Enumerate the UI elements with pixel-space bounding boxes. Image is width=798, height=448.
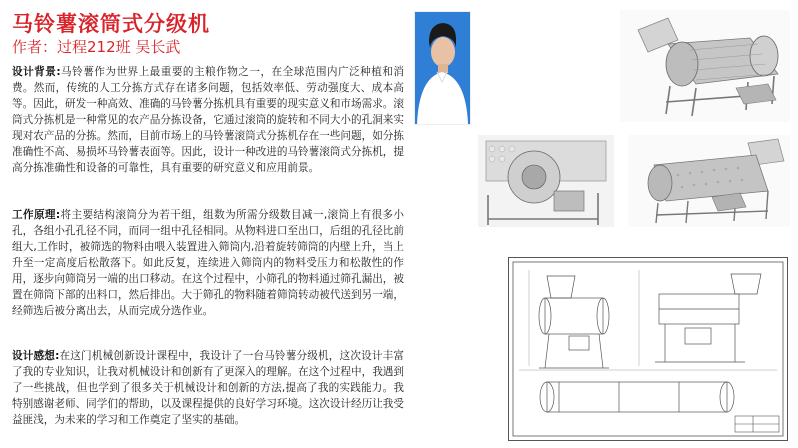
working-principle-text: 将主要结构滚筒分为若干组，组数为所需分级数目减一,滚筒上有很多小孔，各组小孔孔径不同，而同一组中孔径相同。从物料进口至出口，后组的孔径比前组大,工作时，被筛选的物料由喂入装置进入筛筒内,沿着旋转筛筒的内壁上升，当上升至一定高度后松散落下。如此反复，连续进入筛筒内的物料受压力和松散性的作用，逐步向筛筒另一端的出口移动。在这个过程中，小筛孔的物料通过筛孔漏出，被置在筛筒下部的出料口，然后排出。大于筛孔的物料随着筛筒转动被代送到另一端，经筛选后被分离出去，从而完成分选作业。	[12, 209, 404, 317]
reflection-section	[12, 348, 404, 428]
machine-render-drive	[478, 135, 614, 227]
working-principle-section	[12, 207, 404, 319]
machine-render-side	[628, 135, 790, 227]
working-principle-heading: 工作原理:	[12, 209, 61, 221]
background-text: 马铃薯作为世界上最重要的主粮作物之一，在全球范围内广泛种植和消费。然而，传统的人工分拣方式存在诸多问题，包括效率低、劳动强度大、成本高等。因此，研发一种高效、准确的马铃薯分拣机具有重要的现实意义和市场需求。滚筒式分拣机是一种常见的农产品分拣设备，它通过滚筒的旋转和不同大小的孔洞来实现对农产品的分拣。然而，目前市场上的马铃薯滚筒式分拣机存在一些问题，如分拣准确性不高、易损坏马铃薯表面等。因此，设计一种改进的马铃薯滚筒式分拣机，提高分拣准确性和设备的可靠性，具有重要的研究意义和应用前景。	[12, 66, 404, 174]
machine-render-main	[620, 10, 790, 122]
poster-title: 马铃薯滚筒式分级机	[12, 12, 210, 36]
poster-author: 作者：过程212班 吴长武	[12, 38, 181, 56]
engineering-drawing	[508, 257, 788, 441]
reflection-heading: 设计感想:	[12, 350, 60, 362]
background-heading: 设计背景:	[12, 66, 61, 78]
reflection-text: 在这门机械创新设计课程中，我设计了一台马铃薯分级机，这次设计丰富了我的专业知识，让我对机械设计和创新有了更深入的理解。在这个过程中，我遇到了一些挑战，但也学到了很多关于机械设计和创新的方法,提高了我的实践能力。我特别感谢老师、同学们的帮助，以及课程提供的良好学习环境。这次设计经历让我受益匪浅，为未来的学习和工作奠定了坚实的基础。	[12, 350, 404, 426]
background-section	[12, 64, 404, 176]
author-photo	[414, 11, 471, 125]
